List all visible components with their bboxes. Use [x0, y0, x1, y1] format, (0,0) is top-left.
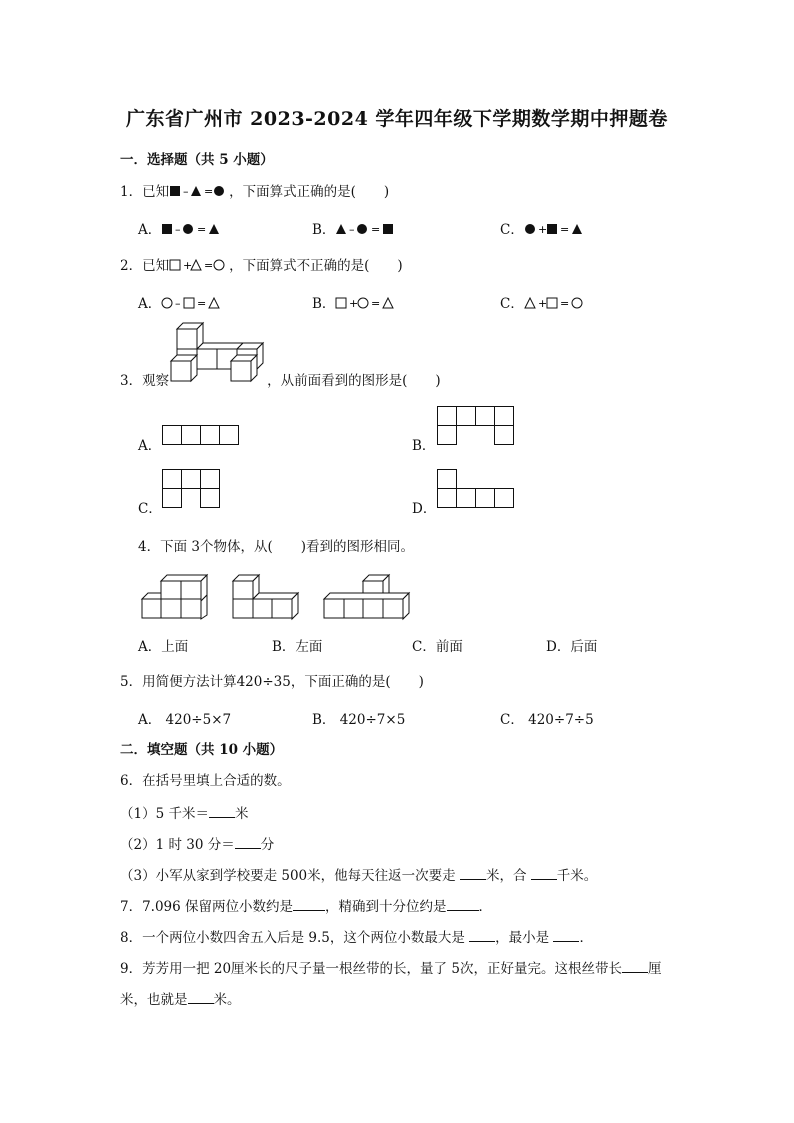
q1-option-a-label: A． [138, 222, 162, 238]
q2-close-paren: ) [397, 258, 403, 274]
q6-p3-blank-1[interactable] [460, 867, 486, 880]
question-9-line-2 [120, 988, 241, 1008]
question-1 [120, 180, 389, 200]
q1-option-b[interactable] [312, 218, 401, 238]
section-heading-fill-in: 二．填空题（共 10 小题） [120, 742, 284, 758]
q4-option-a[interactable]: A．上面 [138, 639, 189, 655]
q4-stem: 4．下面 3个物体，从( [138, 539, 273, 555]
q4-option-b[interactable]: B．左面 [272, 639, 323, 655]
q9-line2-unit: 米。 [213, 992, 241, 1008]
svg-text:=: = [371, 223, 381, 236]
q3-option-b-grid-figure [437, 406, 515, 446]
q6-part-3 [120, 864, 597, 884]
q4-option-c[interactable]: C．前面 [412, 639, 463, 655]
svg-text:–: – [175, 297, 181, 310]
q9-line2-text: 米，也就是 [120, 992, 188, 1008]
q5-close-paren: ) [418, 674, 424, 690]
q9-text: 9．芳芳用一把 20厘米长的尺子量一根丝带的长，量了 5次，正好量完。这根丝带长 [120, 961, 622, 977]
q6-p1-text: （1）5 千米＝ [120, 806, 209, 822]
svg-text:+: + [183, 259, 193, 272]
q3-stem-suffix: ，从前面看到的图形是( [267, 373, 408, 389]
q7-blank-1[interactable] [293, 898, 325, 911]
circle-plus-square-equals-triangle-icon [524, 223, 590, 235]
q3-option-c[interactable] [138, 497, 162, 517]
q6-p3-blank-2[interactable] [531, 867, 557, 880]
q7-mid: ，精确到十分位约是 [325, 899, 447, 915]
q6-p3-unit: 千米。 [556, 868, 598, 884]
svg-text:=: = [559, 223, 570, 236]
q7-text: 7．7.096 保留两位小数约是 [120, 899, 294, 915]
q6-p1-unit: 米 [234, 806, 249, 822]
svg-text:+: + [537, 297, 548, 310]
svg-text:=: = [197, 223, 207, 236]
q1-option-a[interactable] [138, 218, 227, 238]
q7-end: ． [478, 899, 493, 915]
q3-option-d-label: D． [412, 501, 437, 517]
q2-option-c[interactable] [500, 292, 590, 312]
svg-text:=: = [204, 185, 214, 198]
question-8 [120, 926, 593, 946]
section-heading-choice: 一．选择题（共 5 小题） [120, 152, 274, 168]
square-plus-circle-equals-triangle-icon [335, 297, 401, 309]
question-4 [138, 535, 414, 555]
q4-object-3-figure [323, 571, 411, 619]
q2-option-c-label: C． [500, 296, 524, 312]
q8-blank-1[interactable] [469, 929, 495, 942]
q9-unit-part: 厘 [647, 961, 662, 977]
q5-option-a[interactable]: A． 420÷5×7 [138, 712, 232, 728]
svg-text:=: = [559, 297, 570, 310]
svg-text:=: = [204, 259, 214, 272]
q6-p2-blank[interactable] [235, 836, 261, 849]
q2-stem-suffix: ，下面算式不正确的是( [229, 258, 370, 274]
q6-p2-unit: 分 [260, 837, 275, 853]
q8-mid: ，最小是 [495, 930, 554, 946]
q1-given-equation-icon [169, 185, 229, 197]
q6-part-2 [120, 833, 274, 853]
q3-close-paren: ) [435, 373, 441, 389]
q3-option-a-grid-figure [162, 425, 240, 445]
q8-end: ． [579, 930, 593, 946]
question-9 [120, 957, 661, 977]
q2-given-equation-icon [169, 259, 229, 271]
q1-stem-suffix: ，下面算式正确的是( [229, 184, 356, 200]
q2-option-b[interactable] [312, 292, 401, 312]
q4-object-1-figure [141, 571, 209, 619]
q6-p1-blank[interactable] [209, 805, 235, 818]
q2-stem-prefix: 2．已知 [120, 258, 170, 274]
q3-option-a-label: A． [138, 438, 162, 454]
q9-blank-2[interactable] [188, 991, 214, 1004]
q7-blank-2[interactable] [447, 898, 479, 911]
svg-text:=: = [371, 297, 381, 310]
q2-option-b-label: B． [312, 296, 336, 312]
q5-option-b[interactable]: B． 420÷7×5 [312, 712, 406, 728]
q3-option-b-label: B． [412, 438, 436, 454]
question-3 [120, 369, 441, 389]
q5-stem: 5．用简便方法计算420÷35，下面正确的是( [120, 674, 391, 690]
q3-option-d[interactable] [412, 497, 436, 517]
q3-option-b[interactable] [412, 434, 435, 454]
q8-blank-2[interactable] [553, 929, 579, 942]
q3-stem-prefix: 3．观察 [120, 373, 170, 389]
q1-option-b-label: B． [312, 222, 336, 238]
svg-text:–: – [175, 223, 181, 236]
q1-option-c[interactable] [500, 218, 590, 238]
question-5 [120, 670, 424, 690]
question-2 [120, 254, 403, 274]
page-title: 广东省广州市 2023-2024 学年四年级下学期数学期中押题卷 [126, 108, 668, 130]
q9-blank-1[interactable] [622, 960, 648, 973]
q1-stem-prefix: 1．已知 [120, 184, 170, 200]
question-7 [120, 895, 492, 915]
svg-text:+: + [537, 223, 548, 236]
q6-stem: 6．在括号里填上合适的数。 [120, 773, 291, 789]
circle-minus-square-equals-triangle-icon [161, 297, 227, 309]
q3-option-c-label: C． [138, 501, 162, 517]
triangle-minus-circle-equals-square-icon [335, 223, 401, 235]
q4-stem-suffix: )看到的图形相同。 [300, 539, 415, 555]
q4-object-2-figure [232, 571, 300, 619]
svg-text:–: – [183, 185, 189, 198]
q8-text: 8．一个两位小数四舍五入后是 9.5，这个两位小数最大是 [120, 930, 470, 946]
q2-option-a-label: A． [138, 296, 162, 312]
q6-p3-mid: 米，合 [485, 868, 531, 884]
q5-option-c[interactable]: C． 420÷7÷5 [500, 712, 594, 728]
q1-option-c-label: C． [500, 222, 524, 238]
triangle-plus-square-equals-circle-icon [524, 297, 590, 309]
q3-option-a[interactable] [138, 434, 161, 454]
q1-close-paren: ) [383, 184, 390, 200]
square-minus-circle-equals-triangle-icon [161, 223, 227, 235]
q3-option-d-grid-figure [437, 469, 515, 509]
svg-text:+: + [349, 297, 359, 310]
q6-part-1 [120, 802, 248, 822]
q6-p3-text: （3）小军从家到学校要走 500米，他每天往返一次要走 [120, 868, 460, 884]
q3-option-c-grid-figure [162, 469, 222, 509]
q4-option-d[interactable]: D．后面 [546, 639, 598, 655]
q6-p2-text: （2）1 时 30 分＝ [120, 837, 235, 853]
q2-option-a[interactable] [138, 292, 227, 312]
svg-text:=: = [197, 297, 207, 310]
svg-text:–: – [349, 223, 355, 236]
